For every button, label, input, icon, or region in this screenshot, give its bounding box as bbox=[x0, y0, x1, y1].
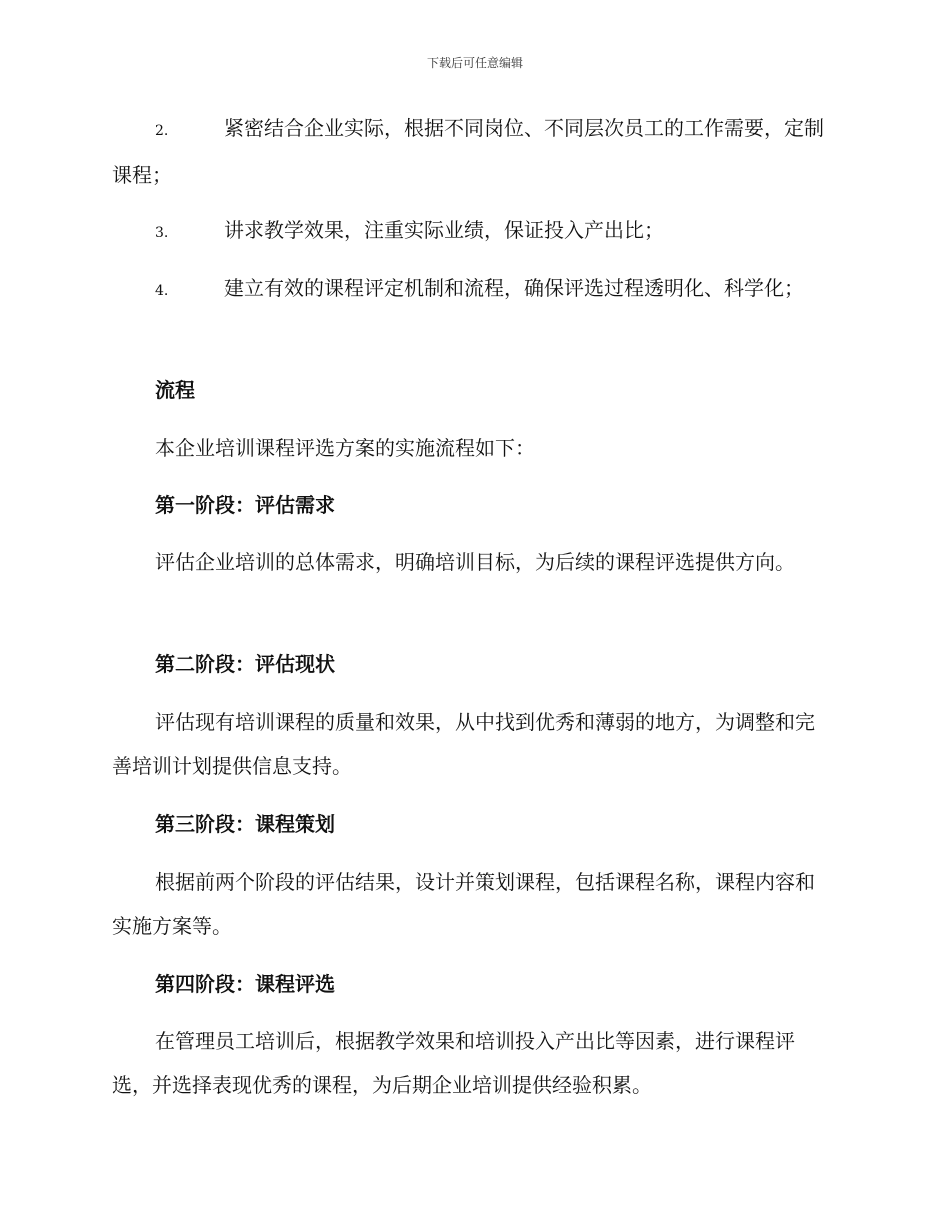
list-item-number: 4. bbox=[155, 283, 169, 299]
stage-heading bbox=[112, 962, 832, 1006]
paragraph-text: 评估企业培训的总体需求，明确培训目标，为后续的课程评选提供方向。 bbox=[155, 550, 795, 574]
paragraph bbox=[112, 700, 832, 788]
list-item-text: 建立有效的课程评定机制和流程，确保评选过程透明化、科学化； bbox=[224, 276, 804, 300]
paragraph-text: 根据前两个阶段的评估结果，设计并策划课程，包括课程名称，课程内容和实施方案等。 bbox=[112, 870, 815, 938]
paragraph bbox=[112, 426, 832, 470]
stage-heading bbox=[112, 802, 832, 846]
page-header: 下载后可任意编辑 bbox=[426, 56, 523, 70]
list-item-number: 2. bbox=[155, 123, 169, 139]
list-item-text: 讲求教学效果，注重实际业绩，保证投入产出比； bbox=[224, 218, 664, 242]
stage-heading-text: 第三阶段：课程策划 bbox=[155, 812, 335, 836]
list-item bbox=[112, 266, 832, 313]
list-item-number: 3. bbox=[155, 225, 169, 241]
list-item bbox=[112, 208, 832, 255]
paragraph bbox=[112, 860, 832, 948]
paragraph bbox=[112, 540, 832, 584]
paragraph-text: 评估现有培训课程的质量和效果，从中找到优秀和薄弱的地方，为调整和完善培训计划提供信息支持。 bbox=[112, 710, 815, 778]
stage-heading-text: 第一阶段：评估需求 bbox=[155, 493, 335, 517]
stage-heading bbox=[112, 642, 832, 686]
list-item bbox=[112, 106, 832, 197]
list-item-text: 紧密结合企业实际，根据不同岗位、不同层次员工的工作需要，定制课程； bbox=[112, 116, 824, 187]
stage-heading-text: 第四阶段：课程评选 bbox=[155, 972, 335, 996]
paragraph-text: 本企业培训课程评选方案的实施流程如下： bbox=[155, 436, 535, 460]
section-heading bbox=[112, 368, 832, 412]
paragraph bbox=[112, 1019, 832, 1107]
paragraph-text: 在管理员工培训后，根据教学效果和培训投入产出比等因素，进行课程评选，并选择表现优秀的课程，为后期企业培训提供经验积累。 bbox=[112, 1029, 795, 1097]
stage-heading bbox=[112, 483, 832, 527]
section-heading-text: 流程 bbox=[155, 378, 195, 402]
stage-heading-text: 第二阶段：评估现状 bbox=[155, 652, 335, 676]
